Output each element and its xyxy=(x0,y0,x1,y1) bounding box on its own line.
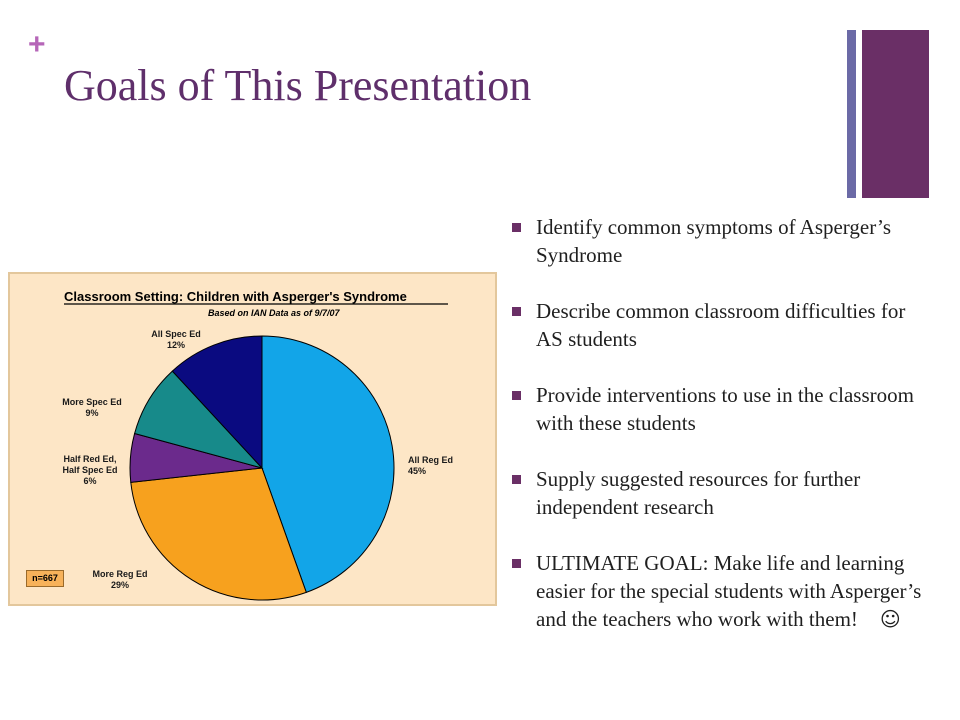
goals-list xyxy=(512,213,932,661)
slice-name-label: All Spec Ed xyxy=(151,329,201,339)
bullet-text: Supply suggested resources for further independent research xyxy=(536,467,861,519)
slice-percent-label: 9% xyxy=(85,408,99,418)
list-item xyxy=(512,297,932,353)
slice-name-label: All Reg Ed xyxy=(408,455,454,465)
chart-title: Classroom Setting: Children with Asperger's Syndrome xyxy=(64,289,407,304)
pie-chart-figure xyxy=(8,272,497,606)
bullet-text: Provide interventions to use in the classroom with these students xyxy=(536,383,914,435)
slice-name-label: More Reg Ed xyxy=(92,569,148,579)
slice-name-label: Half Red Ed, xyxy=(63,454,117,464)
bullet-text: Describe common classroom difficulties for AS students xyxy=(536,299,906,351)
pie-chart xyxy=(10,274,495,604)
list-item xyxy=(512,465,932,521)
list-item xyxy=(512,549,932,633)
bullet-text: ULTIMATE GOAL: Make life and learning easier for the special students with Asperger’s and the teachers who work with them! xyxy=(536,551,922,631)
slice-name-label: Half Spec Ed xyxy=(62,465,118,475)
list-item xyxy=(512,213,932,269)
bullet-square-icon xyxy=(512,391,521,400)
slice-percent-label: 6% xyxy=(83,476,97,486)
bullet-square-icon xyxy=(512,475,521,484)
bullet-text: Identify common symptoms of Asperger’s Syndrome xyxy=(536,215,892,267)
chart-subtitle: Based on IAN Data as of 9/7/07 xyxy=(208,308,340,318)
slice-percent-label: 12% xyxy=(166,340,186,350)
slice-percent-label: 29% xyxy=(110,580,130,590)
plus-icon: + xyxy=(28,28,46,61)
decorative-bar-thin xyxy=(847,30,856,198)
list-item xyxy=(512,381,932,437)
decorative-bar-thick xyxy=(862,30,929,198)
smiley-icon: ☺ xyxy=(879,607,901,631)
bullet-square-icon xyxy=(512,559,521,568)
slice-percent-label: 45% xyxy=(408,466,427,476)
bullet-square-icon xyxy=(512,307,521,316)
page-title: Goals of This Presentation xyxy=(64,61,532,110)
pie-slices xyxy=(130,336,394,600)
bullet-square-icon xyxy=(512,223,521,232)
slice-name-label: More Spec Ed xyxy=(62,397,122,407)
sample-size-badge: n=667 xyxy=(26,570,64,587)
